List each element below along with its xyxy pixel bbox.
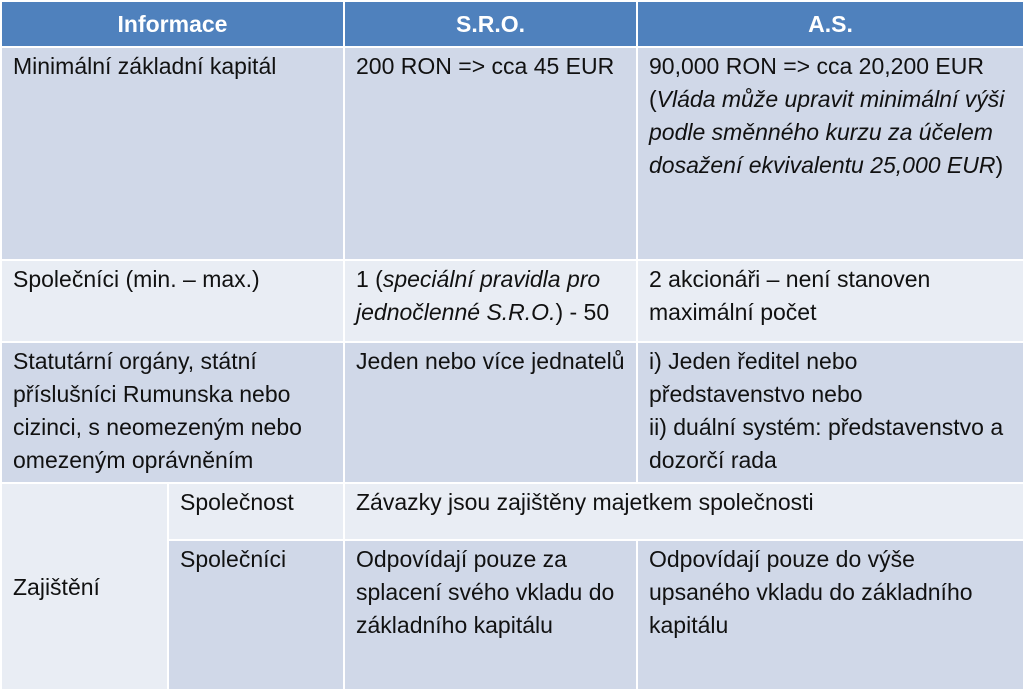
capital-as-close: ) bbox=[995, 152, 1004, 178]
partners-sro-post: ) - 50 bbox=[555, 299, 610, 325]
security-label: Zajištění bbox=[1, 483, 168, 690]
capital-as-main: 90,000 RON => cca 20,200 EUR bbox=[649, 53, 984, 79]
capital-as-open: ( bbox=[649, 86, 657, 112]
header-row bbox=[1, 1, 1023, 47]
bodies-sro: Jeden nebo více jednatelů bbox=[344, 342, 637, 483]
security-company-label: Společnost bbox=[168, 483, 344, 540]
partners-as: 2 akcionáři – není stanoven maximální počet bbox=[637, 260, 1023, 342]
partners-label: Společníci (min. – max.) bbox=[1, 260, 344, 342]
bodies-as-line2: ii) duální systém: představenstvo a dozorčí rada bbox=[649, 414, 1004, 473]
header-as: A.S. bbox=[637, 1, 1023, 47]
partners-sro-pre: 1 ( bbox=[356, 266, 383, 292]
header-sro: S.R.O. bbox=[344, 1, 637, 47]
bodies-label: Statutární orgány, státní příslušníci Rumunska nebo cizinci, s neomezeným nebo omezeným oprávněním bbox=[1, 342, 344, 483]
capital-as bbox=[637, 47, 1023, 260]
security-partners-label: Společníci bbox=[168, 540, 344, 690]
table-row-bodies bbox=[1, 342, 1023, 483]
table-row-partners bbox=[1, 260, 1023, 342]
capital-label: Minimální základní kapitál bbox=[1, 47, 344, 260]
partners-sro bbox=[344, 260, 637, 342]
header-information: Informace bbox=[1, 1, 344, 47]
security-company-text: Závazky jsou zajištěny majetkem společnosti bbox=[344, 483, 1023, 540]
capital-as-note: Vláda může upravit minimální výši podle směnného kurzu za účelem dosažení ekvivalentu 25,000 EUR bbox=[649, 86, 1005, 178]
table-row-capital bbox=[1, 47, 1023, 260]
security-partners-as: Odpovídají pouze do výše upsaného vkladu do základního kapitálu bbox=[637, 540, 1023, 690]
capital-sro: 200 RON => cca 45 EUR bbox=[344, 47, 637, 260]
bodies-as-line1: i) Jeden ředitel nebo představenstvo nebo bbox=[649, 348, 863, 407]
table-row-security-company bbox=[1, 483, 1023, 540]
partners-sro-note: speciální pravidla pro jednočlenné S.R.O. bbox=[356, 266, 601, 325]
security-partners-sro: Odpovídají pouze za splacení svého vkladu do základního kapitálu bbox=[344, 540, 637, 690]
bodies-as bbox=[637, 342, 1023, 483]
